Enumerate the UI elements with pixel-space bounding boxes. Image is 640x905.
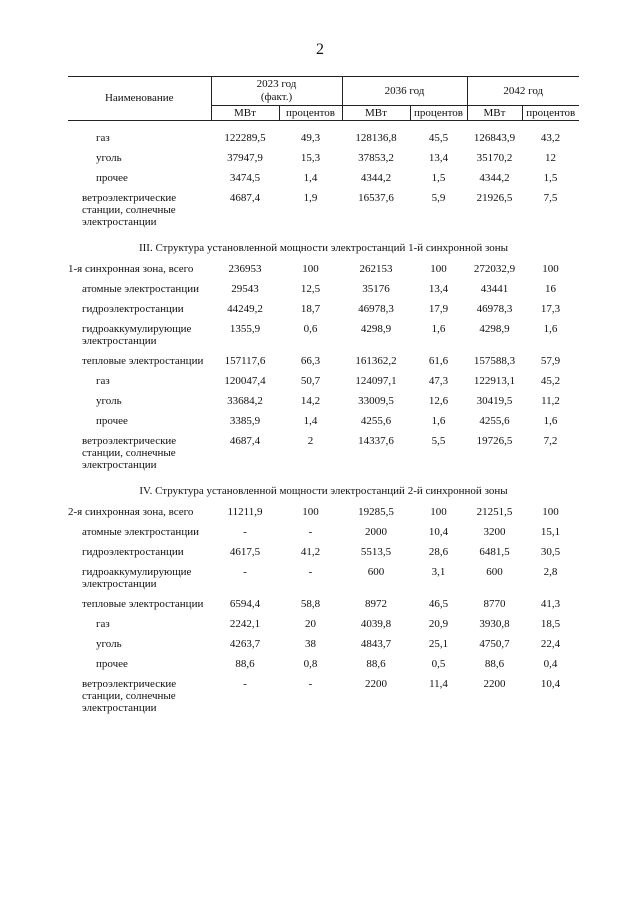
block-zone-1	[68, 263, 579, 471]
cell-percent: 1,9	[303, 192, 318, 204]
row-label: 2-я синхронная зона, всего	[68, 506, 194, 518]
cell-percent: 57,9	[540, 355, 561, 367]
cell-percent: -	[308, 678, 313, 690]
cell-mw: 16537,6	[358, 192, 394, 204]
cell-percent: 41,2	[300, 546, 321, 558]
cell-mw: 262153	[359, 263, 393, 275]
cell-percent: 58,8	[300, 598, 321, 610]
cell-mw: 44249,2	[227, 303, 263, 315]
cell-mw: 43441	[480, 283, 509, 295]
cell-percent: 18,7	[300, 303, 321, 315]
cell-mw: 8972	[365, 598, 387, 610]
table-row	[68, 658, 579, 670]
cell-mw: 1355,9	[229, 323, 261, 335]
cell-percent: 100	[542, 263, 559, 275]
page-number: 2	[316, 41, 324, 58]
table-row	[68, 415, 579, 427]
table-header	[68, 76, 579, 121]
table-row	[68, 678, 579, 714]
block-zone-2	[68, 506, 579, 714]
cell-mw: 161362,2	[355, 355, 397, 367]
table-row	[68, 152, 579, 164]
block-continued	[68, 132, 579, 228]
cell-percent: 41,3	[540, 598, 561, 610]
row-label: газ	[96, 618, 110, 630]
cell-percent: 2,8	[543, 566, 558, 578]
capacity-table	[68, 76, 579, 714]
cell-mw: -	[243, 678, 247, 690]
cell-percent: 45,5	[428, 132, 449, 144]
table-row	[68, 303, 579, 315]
cell-percent: 5,5	[431, 435, 446, 447]
table-row	[68, 355, 579, 367]
cell-mw: 4687,4	[229, 192, 261, 204]
row-label: 1-я синхронная зона, всего	[68, 263, 194, 275]
cell-percent: 15,1	[540, 526, 561, 538]
header-2042: 2042 год	[467, 77, 579, 106]
cell-percent: 28,6	[428, 546, 449, 558]
row-label: ветроэлектрические станции, солнечные электростанции	[82, 192, 177, 228]
cell-percent: 22,4	[540, 638, 561, 650]
cell-mw: 4617,5	[229, 546, 261, 558]
cell-mw: 46978,3	[476, 303, 513, 315]
cell-mw: 2200	[483, 678, 506, 690]
cell-percent: 50,7	[300, 375, 321, 387]
cell-mw: 600	[486, 566, 503, 578]
table-row	[68, 395, 579, 407]
table-row	[68, 526, 579, 538]
table-row	[68, 283, 579, 295]
row-label: гидроэлектростанции	[82, 303, 184, 315]
cell-mw: 126843,9	[473, 132, 516, 144]
header-unit-pct: процентов	[410, 106, 467, 121]
cell-percent: 1,6	[543, 323, 558, 335]
cell-percent: 1,5	[543, 172, 558, 184]
cell-percent: 49,3	[300, 132, 321, 144]
cell-mw: 33684,2	[227, 395, 263, 407]
cell-mw: 14337,6	[358, 435, 394, 447]
row-label: прочее	[96, 415, 128, 427]
cell-mw: 157588,3	[473, 355, 516, 367]
cell-percent: 20	[305, 618, 316, 630]
header-unit-pct: процентов	[522, 106, 579, 121]
cell-percent: 20,9	[428, 618, 449, 630]
cell-mw: 4687,4	[229, 435, 261, 447]
cell-percent: 45,2	[540, 375, 561, 387]
cell-percent: 1,4	[303, 172, 318, 184]
cell-mw: 6481,5	[479, 546, 510, 558]
cell-mw: 4750,7	[479, 638, 510, 650]
cell-mw: 29543	[231, 283, 259, 295]
row-label: уголь	[96, 395, 122, 407]
cell-mw: 46978,3	[358, 303, 394, 315]
cell-percent: 61,6	[428, 355, 449, 367]
row-label: уголь	[96, 638, 122, 650]
table-row	[68, 566, 579, 590]
section-title: III. Структура установленной мощности электростанций 1-й синхронной зоны	[138, 242, 509, 254]
cell-mw: 2242,1	[229, 618, 261, 630]
cell-percent: 1,4	[303, 415, 318, 427]
row-label: атомные электростанции	[82, 283, 199, 295]
cell-mw: 122289,5	[224, 132, 266, 144]
cell-percent: 0,8	[303, 658, 318, 670]
cell-mw: 5513,5	[360, 546, 392, 558]
cell-percent: 100	[542, 506, 559, 518]
cell-percent: 10,4	[428, 526, 449, 538]
row-label: газ	[96, 132, 110, 144]
cell-percent: 18,5	[540, 618, 561, 630]
row-label: гидроэлектростанции	[82, 546, 184, 558]
cell-mw: 19285,5	[358, 506, 394, 518]
row-label: газ	[96, 375, 110, 387]
cell-percent: 46,5	[428, 598, 449, 610]
cell-mw: 120047,4	[224, 375, 266, 387]
table-row	[68, 323, 579, 347]
cell-mw: 4255,6	[479, 415, 510, 427]
cell-mw: 4039,8	[360, 618, 392, 630]
cell-mw: -	[243, 526, 247, 538]
cell-percent: 47,3	[428, 375, 449, 387]
cell-percent: 16	[545, 283, 556, 295]
cell-mw: 33009,5	[358, 395, 394, 407]
cell-mw: 3385,9	[229, 415, 261, 427]
cell-percent: 14,2	[300, 395, 321, 407]
cell-mw: 37853,2	[358, 152, 394, 164]
section-title: IV. Структура установленной мощности электростанций 2-й синхронной зоны	[139, 485, 508, 497]
cell-mw: 600	[367, 566, 385, 578]
table-row	[68, 192, 579, 228]
cell-percent: 12,6	[428, 395, 449, 407]
cell-mw: 2000	[365, 526, 387, 538]
header-2023: 2023 год (факт.)	[211, 77, 342, 106]
cell-percent: 1,6	[431, 415, 446, 427]
cell-percent: -	[308, 566, 313, 578]
row-label: гидроаккумулирующие электростанции	[82, 323, 192, 347]
cell-percent: 1,5	[431, 172, 446, 184]
cell-percent: 25,1	[428, 638, 449, 650]
cell-mw: 4344,2	[479, 172, 510, 184]
cell-mw: 88,6	[366, 658, 386, 670]
row-label: ветроэлектрические станции, солнечные электростанции	[82, 678, 177, 714]
cell-mw: 272032,9	[473, 263, 516, 275]
cell-mw: 4344,2	[360, 172, 392, 184]
cell-mw: 35170,2	[476, 152, 513, 164]
row-label: тепловые электростанции	[82, 598, 204, 610]
cell-mw: 8770	[483, 598, 506, 610]
cell-percent: 7,5	[543, 192, 558, 204]
cell-mw: 35176	[362, 283, 390, 295]
cell-percent: -	[308, 526, 313, 538]
row-label: ветроэлектрические станции, солнечные электростанции	[82, 435, 177, 471]
cell-percent: 0,6	[303, 323, 318, 335]
cell-percent: 12,5	[300, 283, 321, 295]
cell-mw: 19726,5	[476, 435, 513, 447]
cell-mw: 236953	[228, 263, 262, 275]
table-row	[68, 435, 579, 471]
cell-mw: 30419,5	[476, 395, 513, 407]
cell-percent: 5,9	[431, 192, 446, 204]
row-label: прочее	[96, 172, 128, 184]
cell-percent: 1,6	[431, 323, 446, 335]
cell-mw: 4298,9	[479, 323, 510, 335]
cell-percent: 13,4	[428, 152, 449, 164]
table-row	[68, 598, 579, 610]
cell-percent: 13,4	[428, 283, 449, 295]
cell-mw: 11211,9	[227, 506, 263, 518]
table-row	[68, 375, 579, 387]
cell-percent: 100	[430, 506, 447, 518]
cell-percent: 0,5	[431, 658, 446, 670]
cell-percent: 0,4	[543, 658, 558, 670]
cell-percent: 66,3	[300, 355, 321, 367]
cell-mw: 128136,8	[355, 132, 397, 144]
cell-mw: 4843,7	[360, 638, 392, 650]
cell-mw: 2200	[365, 678, 387, 690]
table-body	[68, 132, 579, 714]
cell-percent: 38	[305, 638, 316, 650]
cell-mw: 124097,1	[355, 375, 397, 387]
cell-mw: 3930,8	[479, 618, 510, 630]
cell-percent: 17,9	[428, 303, 449, 315]
table-row	[68, 506, 579, 518]
cell-percent: 3,1	[431, 566, 446, 578]
cell-percent: 11,2	[541, 395, 560, 407]
row-label: гидроаккумулирующие электростанции	[82, 566, 192, 590]
cell-mw: 21926,5	[476, 192, 513, 204]
cell-mw: 88,6	[235, 658, 255, 670]
header-2036: 2036 год	[342, 77, 467, 106]
cell-mw: 4263,7	[229, 638, 261, 650]
cell-mw: 6594,4	[229, 598, 261, 610]
header-unit-pct: процентов	[279, 106, 342, 121]
cell-percent: 43,2	[540, 132, 561, 144]
cell-percent: 10,4	[540, 678, 561, 690]
cell-mw: 88,6	[484, 658, 505, 670]
row-label: тепловые электростанции	[82, 355, 204, 367]
cell-mw: 3200	[483, 526, 506, 538]
cell-mw: -	[243, 566, 247, 578]
header-name: Наименование	[68, 77, 211, 121]
row-label: атомные электростанции	[82, 526, 199, 538]
table-row	[68, 263, 579, 275]
cell-percent: 7,2	[543, 435, 558, 447]
cell-mw: 37947,9	[227, 152, 263, 164]
cell-percent: 100	[302, 506, 319, 518]
cell-percent: 1,6	[543, 415, 558, 427]
table-row	[68, 618, 579, 630]
header-unit-mw: МВт	[211, 106, 279, 121]
cell-percent: 100	[302, 263, 319, 275]
cell-mw: 122913,1	[473, 375, 516, 387]
cell-percent: 12	[545, 152, 556, 164]
table-row	[68, 132, 579, 144]
cell-percent: 17,3	[540, 303, 561, 315]
cell-mw: 4255,6	[360, 415, 392, 427]
cell-percent: 100	[430, 263, 447, 275]
table-row	[68, 638, 579, 650]
header-unit-mw: МВт	[342, 106, 410, 121]
cell-percent: 2	[307, 435, 314, 447]
cell-mw: 4298,9	[360, 323, 392, 335]
table-row	[68, 172, 579, 184]
cell-percent: 11,4	[429, 678, 448, 690]
row-label: уголь	[96, 152, 122, 164]
cell-percent: 30,5	[540, 546, 561, 558]
cell-percent: 15,3	[300, 152, 321, 164]
table-row	[68, 546, 579, 558]
cell-mw: 157117,6	[224, 355, 266, 367]
cell-mw: 3474,5	[229, 172, 261, 184]
cell-mw: 21251,5	[476, 506, 513, 518]
row-label: прочее	[96, 658, 128, 670]
header-unit-mw: МВт	[467, 106, 522, 121]
